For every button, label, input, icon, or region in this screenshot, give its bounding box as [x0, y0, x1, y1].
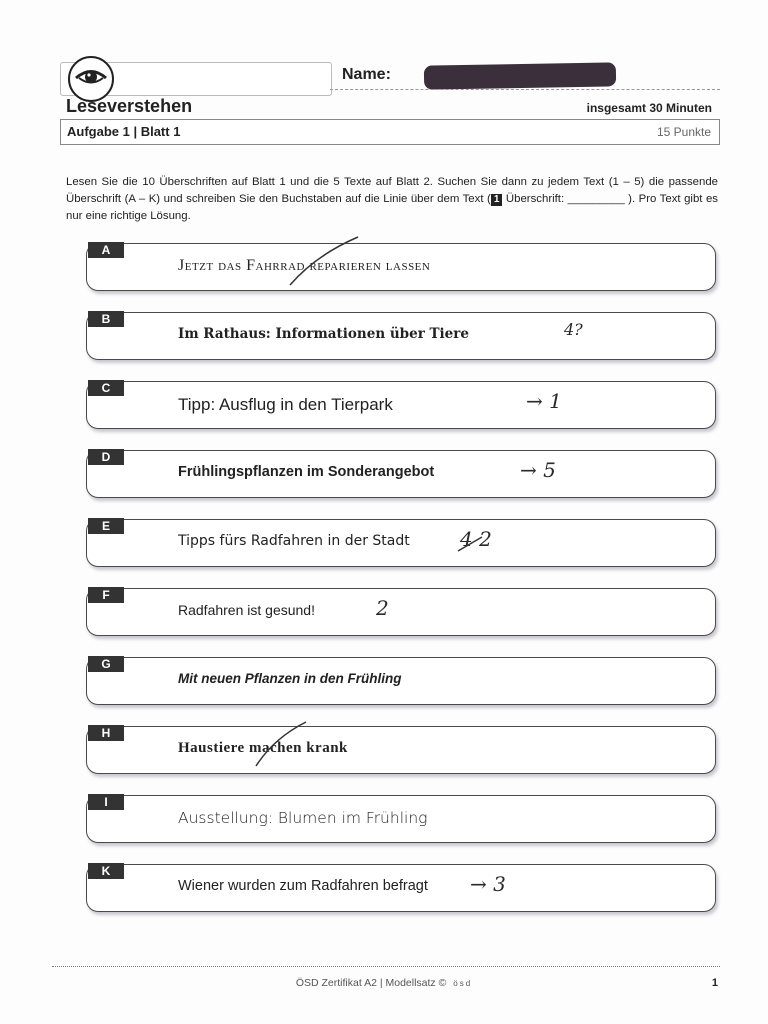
heading-text: Wiener wurden zum Radfahren befragt [178, 878, 428, 894]
letter-badge: G [88, 656, 124, 672]
instructions-text-2: Überschrift: _________ ). Pro Text gibt es nur eine richtige Lösung. [66, 193, 718, 222]
page-number: 1 [711, 977, 718, 989]
heading-card-k [86, 864, 716, 912]
heading-card-i [86, 795, 716, 843]
handwritten-answer: → 3 [470, 872, 506, 896]
heading-card-c [86, 381, 716, 429]
footer [0, 977, 768, 989]
heading-text: Tipp: Ausflug in den Tierpark [178, 395, 393, 414]
heading-card-h [86, 726, 716, 774]
heading-text: Jetzt das Fahrrad reparieren lassen [178, 257, 431, 274]
heading-text: Radfahren ist gesund! [178, 602, 315, 618]
heading-text: Ausstellung: Blumen im Frühling [178, 809, 428, 827]
letter-badge: H [88, 725, 124, 741]
heading-card-e [86, 519, 716, 567]
letter-badge: B [88, 311, 124, 327]
footer-seal: ösd [453, 979, 473, 988]
instructions [66, 174, 718, 225]
instructions-text: Lesen Sie die 10 Überschriften auf Blatt 1 und die 5 Texte auf Blatt 2. Suchen Sie dann zu jedem Text (1 – 5) die passende Überschrift (A – K) und schreiben Sie den Buchstaben auf die Linie über dem Text ( [66, 176, 718, 205]
handwritten-answer: → 5 [520, 458, 556, 482]
heading-text: Im Rathaus: Informationen über Tiere [178, 326, 469, 342]
letter-badge: D [88, 449, 124, 465]
name-redacted [424, 62, 616, 89]
handwritten-answer: 4 2 [460, 527, 492, 551]
heading-card-f [86, 588, 716, 636]
heading-text: Frühlingspflanzen im Sonderangebot [178, 464, 435, 480]
handwritten-answer: 4? [564, 320, 583, 339]
heading-text: Mit neuen Pflanzen in den Frühling [178, 671, 402, 686]
heading-card-b [86, 312, 716, 360]
letter-badge: I [88, 794, 124, 810]
handwritten-answer: 2 [376, 596, 389, 620]
number-badge: 1 [491, 194, 503, 206]
heading-text: Haustiere machen krank [178, 740, 348, 756]
handwritten-answer: → 1 [526, 389, 562, 413]
task-bar [60, 119, 720, 145]
letter-badge: C [88, 380, 124, 396]
name-label: Name: [342, 66, 391, 83]
heading-card-g [86, 657, 716, 705]
letter-badge: F [88, 587, 124, 603]
footer-divider [52, 966, 720, 967]
letter-badge: A [88, 242, 124, 258]
letter-badge: E [88, 518, 124, 534]
task-label: Aufgabe 1 | Blatt 1 [67, 124, 181, 139]
heading-card-d [86, 450, 716, 498]
page-title: Leseverstehen [66, 96, 193, 116]
heading-card-a [86, 243, 716, 291]
duration-label: insgesamt 30 Minuten [586, 101, 712, 115]
letter-badge: K [88, 863, 124, 879]
footer-text: ÖSD Zertifikat A2 | Modellsatz © [295, 977, 447, 989]
divider [330, 89, 720, 90]
heading-text: Tipps fürs Radfahren in der Stadt [178, 533, 410, 549]
points-label: 15 Punkte [656, 125, 711, 139]
